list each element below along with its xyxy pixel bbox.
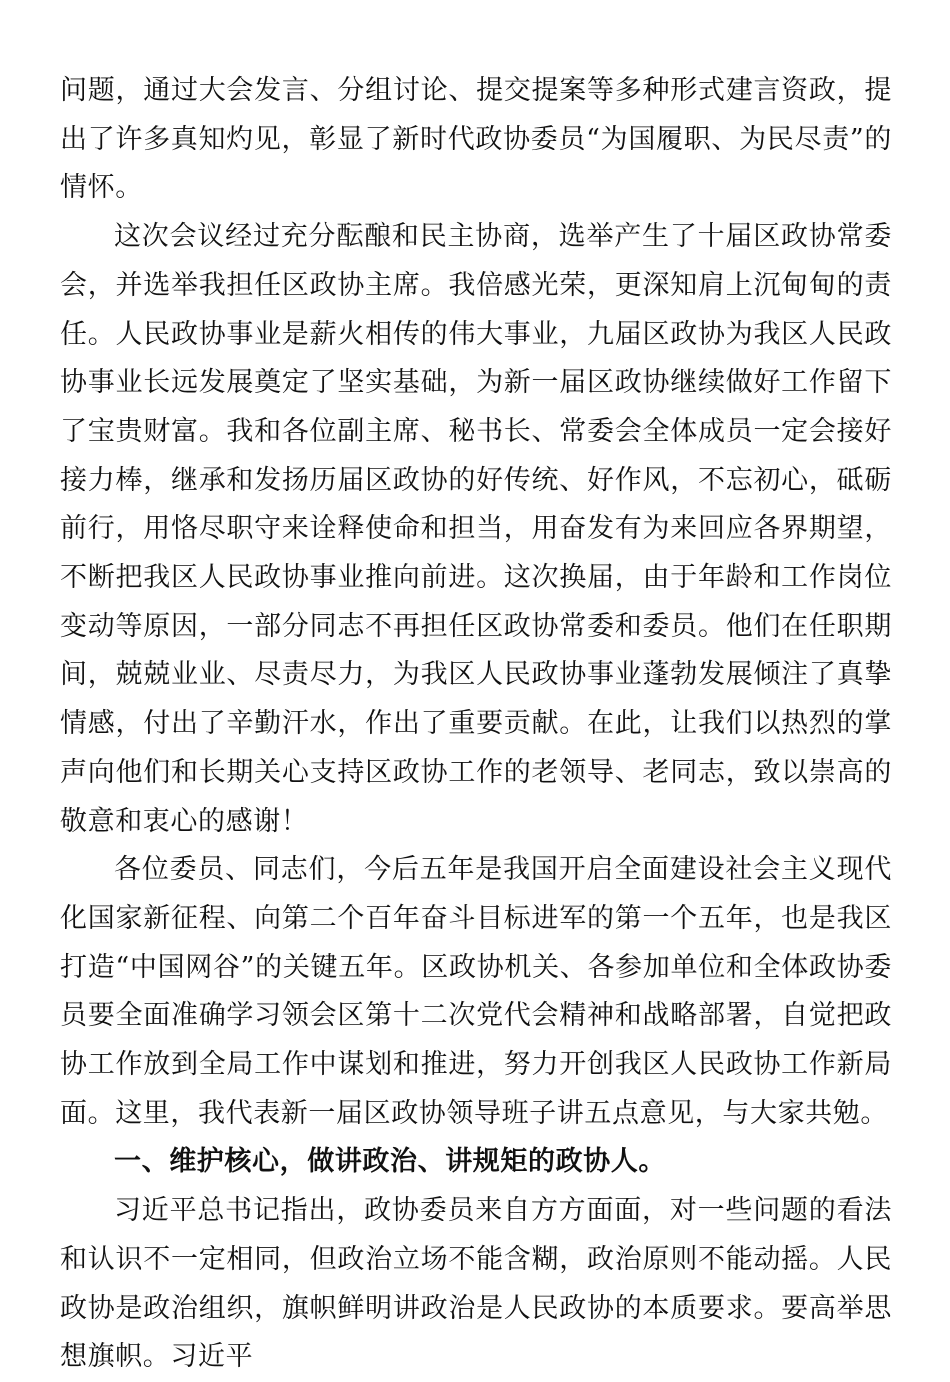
paragraph-election: 这次会议经过充分酝酿和民主协商，选举产生了十届区政协常委会，并选举我担任区政协主席。我倍感光荣，更深知肩上沉甸甸的责任。人民政协事业是薪火相传的伟大事业，九届区政协为我区人民政协事业长远发展奠定了坚实基础，为新一届区政协继续做好工作留下了宝贵财富。我和各位副主席、秘书长、常委会全体成员一定会接好接力棒，继承和发扬历届区政协的好传统、好作风，不忘初心，砥砺前行，用恪尽职守来诠释使命和担当，用奋发有为来回应各界期望，不断把我区人民政协事业推向前进。这次换届，由于年龄和工作岗位变动等原因，一部分同志不再担任区政协常委和委员。他们在任职期间，兢兢业业、尽责尽力，为我区人民政协事业蓬勃发展倾注了真挚情感，付出了辛勤汗水，作出了重要贡献。在此，让我们以热烈的掌声向他们和长期关心支持区政协工作的老领导、老同志，致以崇高的敬意和衷心的感谢！ [60,221,892,837]
document-page [60,67,892,1382]
paragraph-next-five-years: 各位委员、同志们，今后五年是我国开启全面建设社会主义现代化国家新征程、向第二个百年奋斗目标进军的第一个五年，也是我区打造“中国网谷”的关键五年。区政协机关、各参加单位和全体政协委员要全面准确学习领会区第十二次党代会精神和战略部署，自觉把政协工作放到全局工作中谋划和推进，努力开创我区人民政协工作新局面。这里，我代表新一届区政协领导班子讲五点意见，与大家共勉。 [60,854,892,1129]
paragraph-politics: 习近平总书记指出，政协委员来自方方面面，对一些问题的看法和认识不一定相同，但政治立场不能含糊，政治原则不能动摇。人民政协是政治组织，旗帜鲜明讲政治是人民政协的本质要求。要高举思想旗帜。习近平 [60,1195,892,1373]
paragraph-continuation: 问题，通过大会发言、分组讨论、提交提案等多种形式建言资政，提出了许多真知灼见，彰显了新时代政协委员“为国履职、为民尽责”的情怀。 [60,75,892,204]
section-heading-one: 一、维护核心，做讲政治、讲规矩的政协人。 [114,1146,666,1178]
